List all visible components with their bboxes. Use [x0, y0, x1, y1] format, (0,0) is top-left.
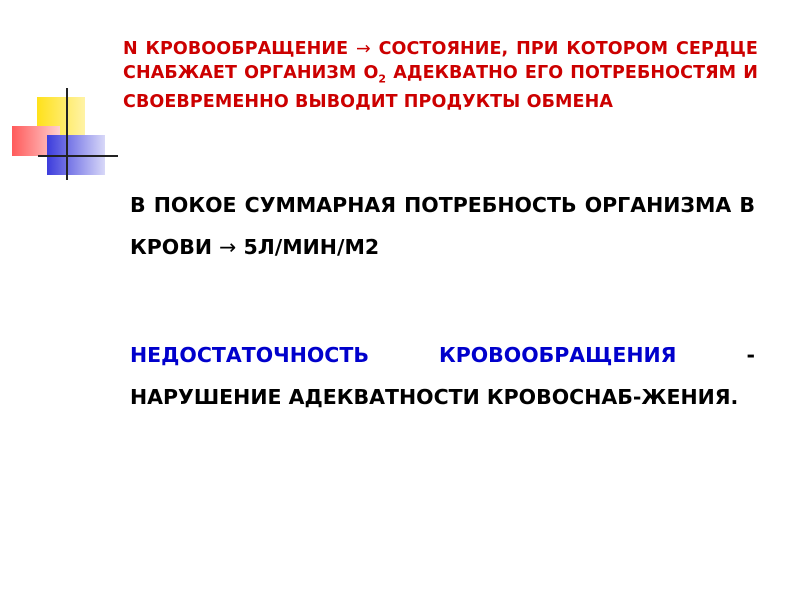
title-subscript: 2	[378, 72, 387, 85]
insufficiency-definition: - НАРУШЕНИЕ АДЕКВАТНОСТИ КРОВОСНАБ-ЖЕНИЯ.	[130, 343, 756, 409]
arrow-icon: →	[219, 235, 237, 259]
decorative-squares	[0, 0, 120, 190]
paragraph1-text-b: 5Л/МИН/М2	[243, 235, 380, 259]
title-text-b: АДЕКВАТНО ЕГО ПОТРЕБНОСТЯМ И СВОЕВРЕМЕННО ВЫВОДИТ ПРОДУКТЫ ОБМЕНА	[123, 62, 758, 112]
insufficiency-term: НЕДОСТАТОЧНОСТЬ КРОВООБРАЩЕНИЯ	[130, 343, 677, 367]
title-prefix: N КРОВООБРАЩЕНИЕ	[123, 39, 349, 59]
title-text-a: СОСТОЯНИЕ, ПРИ КОТОРОМ СЕРДЦЕ СНАБЖАЕТ ОРГАНИЗМ О	[123, 39, 758, 83]
arrow-icon: →	[355, 39, 371, 59]
paragraph1-text-a: В ПОКОЕ СУММАРНАЯ ПОТРЕБНОСТЬ ОРГАНИЗМА В КРОВИ	[130, 193, 755, 259]
paragraph-insufficiency	[130, 334, 755, 418]
slide-title	[123, 38, 758, 114]
paragraph-rest-demand	[130, 184, 755, 268]
